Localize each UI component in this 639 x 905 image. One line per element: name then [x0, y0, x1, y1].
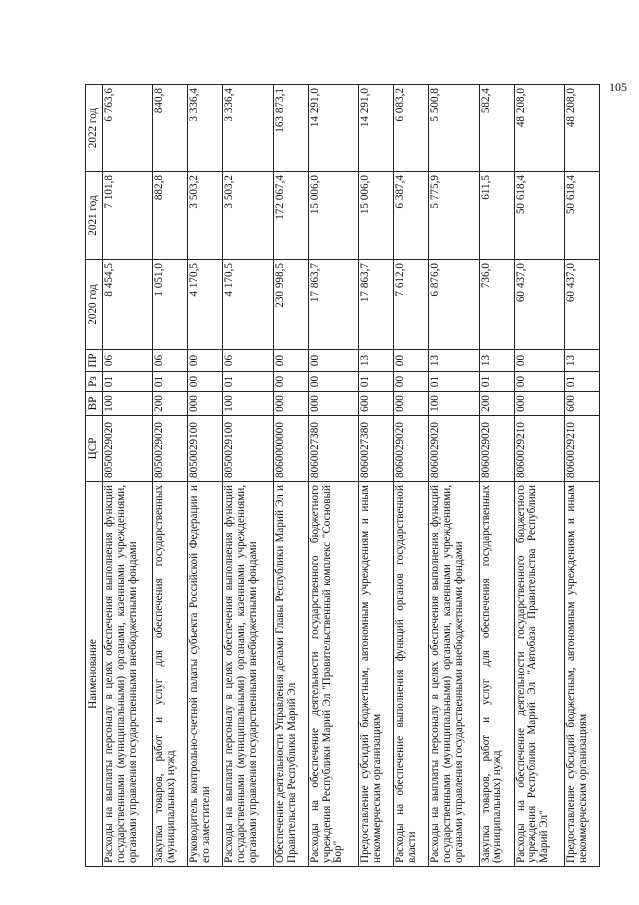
row-name: Расходы на обеспечение деятельности государственного бюджетного учреждения Республики Марий Эл "Правительственный комплекс "Сосновый Бор"	[308, 482, 358, 867]
row-rz: 01	[223, 372, 273, 392]
table-body	[103, 85, 600, 867]
row-2022: 48 208,0	[514, 85, 564, 172]
header-2020: 2020 год	[86, 260, 103, 350]
row-2020: 17 863,7	[308, 260, 358, 350]
row-rz: 01	[564, 372, 599, 392]
row-name: Закупка товаров, работ и услуг для обеспечения государственных (муниципальных) нужд	[479, 482, 514, 867]
row-2021: 50 618,4	[514, 172, 564, 260]
rotated-table-container	[85, 85, 600, 867]
table-row	[514, 85, 564, 867]
row-rz: 00	[188, 372, 223, 392]
row-name: Обеспечение деятельности Управления делами Главы Республики Марий Эл и Правительства Республики Марий Эл	[273, 482, 308, 867]
header-2022: 2022 год	[86, 85, 103, 172]
row-csr: 8050029020	[153, 416, 188, 482]
table-row	[308, 85, 358, 867]
row-vr: 000	[273, 392, 308, 416]
row-name: Предоставление субсидий бюджетным, автономным учреждениям и иным некоммерческим организациям	[359, 482, 394, 867]
row-2021: 3 503,2	[223, 172, 273, 260]
table-row	[359, 85, 394, 867]
row-rz: 01	[359, 372, 394, 392]
row-2020: 8 454,5	[103, 260, 153, 350]
row-vr: 100	[223, 392, 273, 416]
header-pr: ПР	[86, 350, 103, 372]
row-pr: 00	[514, 350, 564, 372]
header-rz: Рз	[86, 372, 103, 392]
row-vr: 000	[514, 392, 564, 416]
row-2022: 48 208,0	[564, 85, 599, 172]
row-vr: 000	[394, 392, 429, 416]
row-csr: 8060027380	[308, 416, 358, 482]
header-2021: 2021 год	[86, 172, 103, 260]
row-pr: 13	[479, 350, 514, 372]
row-pr: 00	[394, 350, 429, 372]
table-row	[223, 85, 273, 867]
row-pr: 13	[429, 350, 479, 372]
row-2020: 4 170,5	[188, 260, 223, 350]
row-2022: 14 291,0	[308, 85, 358, 172]
row-2020: 17 863,7	[359, 260, 394, 350]
table-row	[273, 85, 308, 867]
row-2020: 7 612,0	[394, 260, 429, 350]
row-2022: 3 336,4	[223, 85, 273, 172]
table-row	[188, 85, 223, 867]
row-name: Расходы на обеспечение деятельности государственного бюджетного учреждения Республики Марий Эл "Автобаза Правительства Республики Марий Эл"	[514, 482, 564, 867]
row-pr: 00	[308, 350, 358, 372]
row-2022: 3 336,4	[188, 85, 223, 172]
row-vr: 100	[103, 392, 153, 416]
row-pr: 06	[103, 350, 153, 372]
budget-table	[85, 84, 600, 867]
row-2021: 3 503,2	[188, 172, 223, 260]
row-2020: 230 998,5	[273, 260, 308, 350]
row-name: Расходы на обеспечение выполнения функций органов государственной власти	[394, 482, 429, 867]
row-2022: 6 763,6	[103, 85, 153, 172]
row-2021: 882,8	[153, 172, 188, 260]
row-2020: 60 437,0	[514, 260, 564, 350]
row-2021: 6 387,4	[394, 172, 429, 260]
row-csr: 8060029020	[429, 416, 479, 482]
row-rz: 00	[273, 372, 308, 392]
row-rz: 00	[394, 372, 429, 392]
row-vr: 200	[153, 392, 188, 416]
row-2022: 6 083,2	[394, 85, 429, 172]
row-csr: 8060029020	[394, 416, 429, 482]
row-2022: 582,4	[479, 85, 514, 172]
header-vr: ВР	[86, 392, 103, 416]
table-row	[479, 85, 514, 867]
row-rz: 00	[514, 372, 564, 392]
row-rz: 01	[103, 372, 153, 392]
row-2021: 15 006,0	[359, 172, 394, 260]
row-2021: 611,5	[479, 172, 514, 260]
header-csr: ЦСР	[86, 416, 103, 482]
table-row	[153, 85, 188, 867]
table-row	[394, 85, 429, 867]
row-name: Расходы на выплаты персоналу в целях обеспечения выполнения функций государственными (муниципальными) органами, казенными учреждениями, органами управления государственными внебюджетными фондами	[429, 482, 479, 867]
row-rz: 01	[479, 372, 514, 392]
row-2022: 163 873,1	[273, 85, 308, 172]
header-name: Наименование	[86, 482, 103, 867]
row-csr: 8060029020	[479, 416, 514, 482]
table-row	[103, 85, 153, 867]
table-row	[429, 85, 479, 867]
row-2020: 6 876,0	[429, 260, 479, 350]
row-pr: 00	[273, 350, 308, 372]
row-vr: 100	[429, 392, 479, 416]
row-2020: 1 051,0	[153, 260, 188, 350]
row-pr: 13	[359, 350, 394, 372]
row-2020: 736,0	[479, 260, 514, 350]
row-rz: 00	[308, 372, 358, 392]
row-2022: 14 291,0	[359, 85, 394, 172]
row-csr: 8060027380	[359, 416, 394, 482]
row-name: Руководитель контрольно-счетной палаты субъекта Российской Федерации и его заместители	[188, 482, 223, 867]
row-csr: 8060029210	[564, 416, 599, 482]
row-csr: 8060000000	[273, 416, 308, 482]
row-2021: 15 006,0	[308, 172, 358, 260]
row-2020: 4 170,5	[223, 260, 273, 350]
row-vr: 000	[308, 392, 358, 416]
row-csr: 8060029210	[514, 416, 564, 482]
row-name: Расходы на выплаты персоналу в целях обеспечения выполнения функций государственными (муниципальными) органами, казенными учреждениями, органами управления государственными внебюджетными фондами	[103, 482, 153, 867]
table-row	[564, 85, 599, 867]
row-vr: 200	[479, 392, 514, 416]
row-name: Предоставление субсидий бюджетным, автономным учреждениям и иным некоммерческим организациям	[564, 482, 599, 867]
row-vr: 000	[188, 392, 223, 416]
header-row	[86, 85, 103, 867]
row-pr: 13	[564, 350, 599, 372]
row-2021: 50 618,4	[564, 172, 599, 260]
row-name: Расходы на выплаты персоналу в целях обеспечения выполнения функций государственными (муниципальными) органами, казенными учреждениями, органами управления государственными внебюджетными фондами	[223, 482, 273, 867]
row-2021: 7 101,8	[103, 172, 153, 260]
row-pr: 00	[188, 350, 223, 372]
row-csr: 8050029020	[103, 416, 153, 482]
row-rz: 01	[153, 372, 188, 392]
row-2021: 5 775,9	[429, 172, 479, 260]
row-2020: 60 437,0	[564, 260, 599, 350]
row-csr: 8050029100	[223, 416, 273, 482]
row-vr: 600	[564, 392, 599, 416]
table-header	[86, 85, 103, 867]
row-vr: 600	[359, 392, 394, 416]
row-2021: 172 067,4	[273, 172, 308, 260]
row-2022: 840,8	[153, 85, 188, 172]
row-2022: 5 500,8	[429, 85, 479, 172]
row-csr: 8050029100	[188, 416, 223, 482]
row-rz: 01	[429, 372, 479, 392]
row-name: Закупка товаров, работ и услуг для обеспечения государственных (муниципальных) нужд	[153, 482, 188, 867]
page-number: 105	[609, 80, 627, 94]
row-pr: 06	[153, 350, 188, 372]
row-pr: 06	[223, 350, 273, 372]
